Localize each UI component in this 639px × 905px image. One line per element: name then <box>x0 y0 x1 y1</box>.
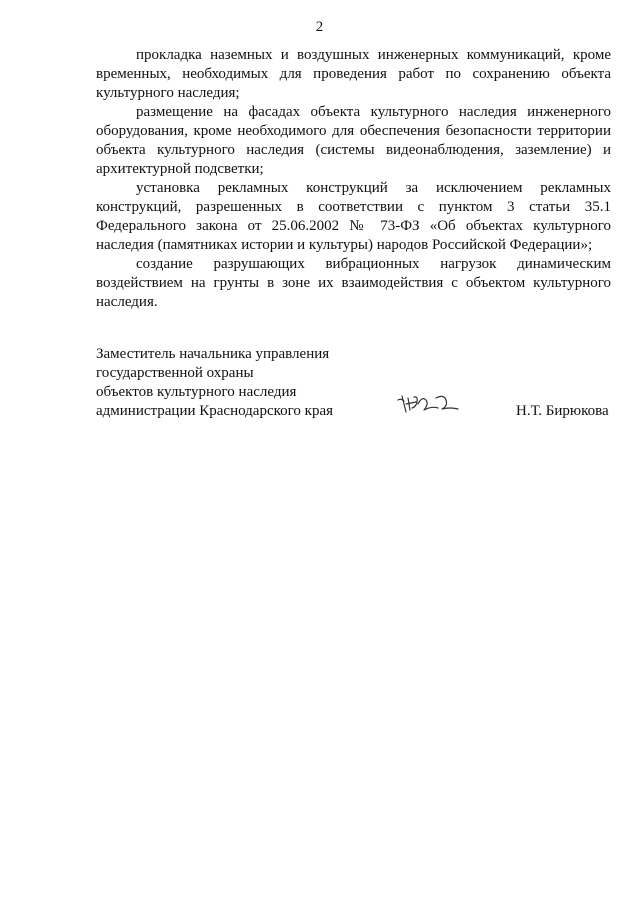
page-number: 2 <box>315 19 324 35</box>
signature-block <box>96 345 616 425</box>
signatory-position-line-2: государственной охраны <box>96 365 254 381</box>
signatory-position-line-3: объектов культурного наследия <box>96 384 297 400</box>
paragraph-facade-equipment: размещение на фасадах объекта культурного наследия инженерного оборудования, кроме необходимого для обеспечения безопасности территории объекта культурного наследия (системы видеонаблюдения, заземление) и архитектурной подсветки; <box>96 104 611 177</box>
paragraph-vibration-loads: создание разрушающих вибрационных нагрузок динамическим воздействием на грунты в зоне их взаимодействия с объектом культурного наследия. <box>96 256 611 310</box>
signatory-name: Н.Т. Бирюкова <box>516 403 609 419</box>
paragraph-advertising: установка рекламных конструкций за исключением рекламных конструкций, разрешенных в соответствии с пунктом 3 статьи 35.1 Федерального закона от 25.06.2002 № 73-ФЗ «Об объектах культурного наследия (памятниках истории и культуры) народов Российской Федерации»; <box>96 180 611 253</box>
body-text <box>96 46 611 312</box>
paragraph-communications: прокладка наземных и воздушных инженерных коммуникаций, кроме временных, необходимых для проведения работ по сохранению объекта культурного наследия; <box>96 47 611 101</box>
signatory-position-line-4: администрации Краснодарского края <box>96 403 334 419</box>
signatory-position-line-1: Заместитель начальника управления <box>96 346 330 362</box>
handwritten-signature <box>396 392 462 416</box>
